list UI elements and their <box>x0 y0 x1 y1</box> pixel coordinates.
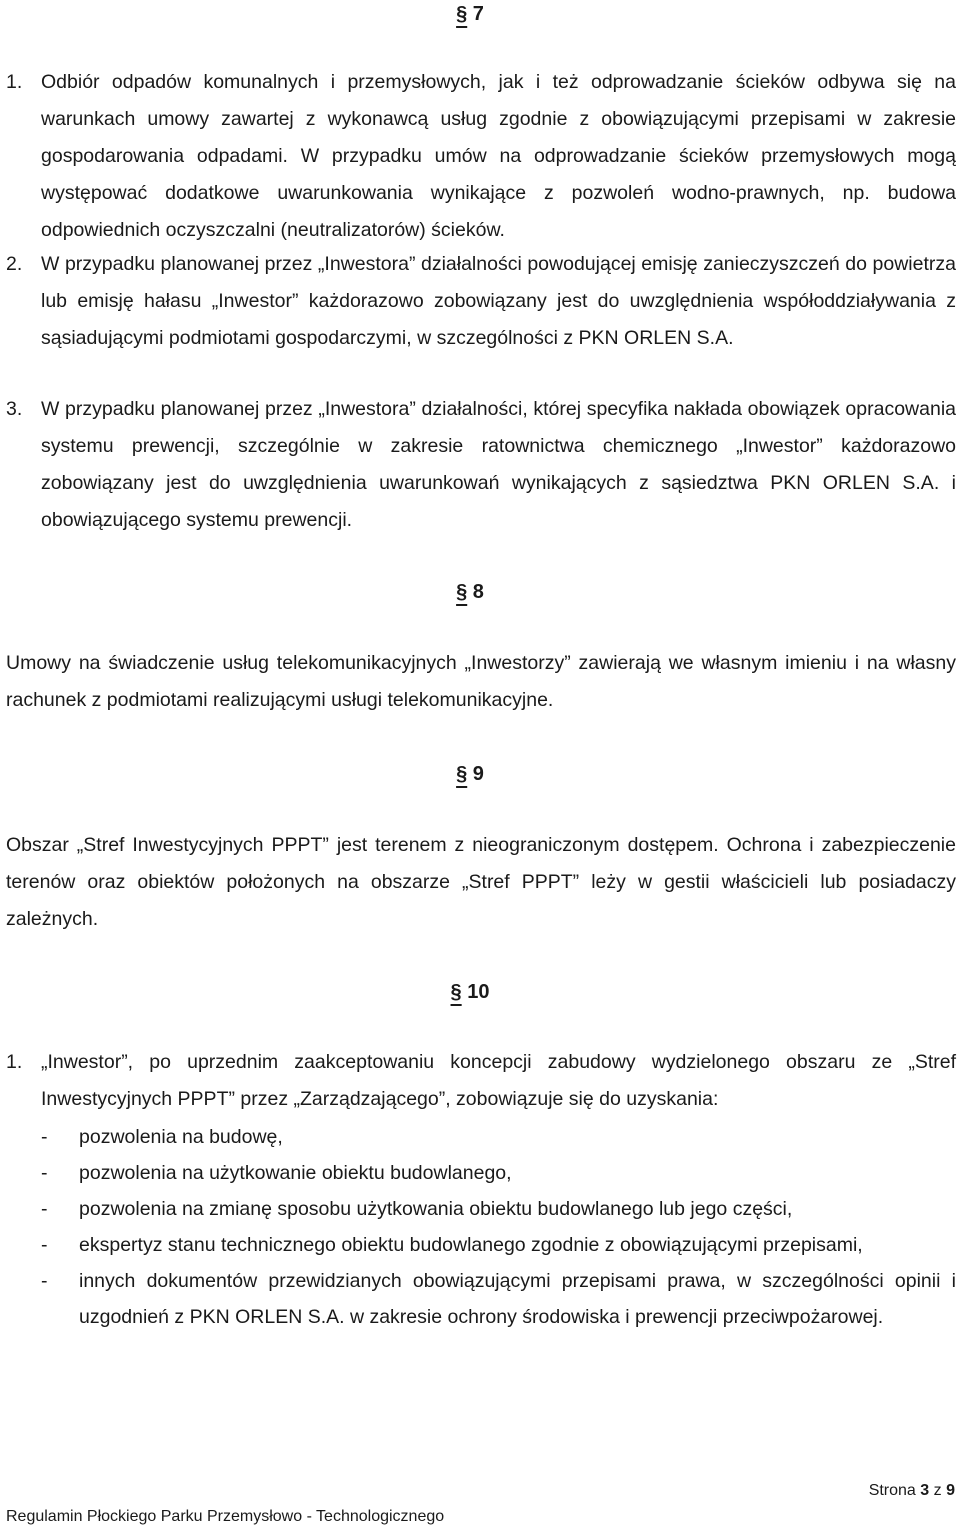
section-heading-9 <box>0 762 940 786</box>
section-symbol: § <box>456 3 468 25</box>
section-7-item-1 <box>6 64 956 249</box>
list-item <box>41 1263 956 1335</box>
list-item <box>41 1191 956 1227</box>
section-heading-7 <box>0 2 940 26</box>
section-7-item-3 <box>6 391 956 539</box>
section-number: 7 <box>472 3 484 25</box>
item-number: 2. <box>6 253 23 275</box>
item-number: 1. <box>6 71 23 93</box>
section-symbol: § <box>450 981 462 1003</box>
section-heading-10 <box>0 980 940 1004</box>
section-symbol: § <box>456 581 468 603</box>
list-item-text: pozwolenia na użytkowanie obiektu budowlanego, <box>79 1162 512 1184</box>
requirements-list <box>41 1119 956 1335</box>
item-text: W przypadku planowanej przez „Inwestora” działalności powodującej emisję zanieczyszczeń do powietrza lub emisję hałasu „Inwestor” każdorazowo zobowiązany jest do uwzględnienia współoddziaływania z sąsiadującymi podmiotami gospodarczymi, w szczególności z PKN ORLEN S.A. <box>41 253 956 349</box>
dash-bullet: - <box>41 1234 48 1256</box>
dash-bullet: - <box>41 1162 48 1184</box>
section-symbol: § <box>456 763 468 785</box>
page-current: 3 <box>920 1482 930 1499</box>
list-item-text: pozwolenia na budowę, <box>79 1126 283 1148</box>
page-number <box>869 1481 955 1501</box>
section-8-paragraph: Umowy na świadczenie usług telekomunikacyjnych „Inwestorzy” zawierają we własnym imieniu i na własny rachunek z podmiotami realizującymi usługi telekomunikacyjne. <box>6 652 956 711</box>
section-number: 10 <box>467 981 490 1003</box>
item-text: W przypadku planowanej przez „Inwestora” działalności, której specyfika nakłada obowiązek opracowania systemu prewencji, szczególnie w zakresie ratownictwa chemicznego „Inwestor” każdorazowo zobowiązany jest do uwzględnienia uwarunkowań wynikających z sąsiedztwa PKN ORLEN S.A. i obowiązującego systemu prewencji. <box>41 398 956 531</box>
item-text: Odbiór odpadów komunalnych i przemysłowych, jak i też odprowadzanie ścieków odbywa się na warunkach umowy zawartej z wykonawcą usług zgodnie z obowiązującymi przepisami w zakresie gospodarowania odpadami. W przypadku umów na odprowadzanie ścieków przemysłowych mogą występować dodatkowe uwarunkowania wynikające z pozwoleń wodno-prawnych, np. budowa odpowiednich oczyszczalni (neutralizatorów) ścieków. <box>41 71 956 241</box>
section-heading-8 <box>0 580 940 604</box>
page-total: 9 <box>946 1482 955 1499</box>
section-9-paragraph: Obszar „Stref Inwestycyjnych PPPT” jest terenem z nieograniczonym dostępem. Ochrona i zabezpieczenie terenów oraz obiektów położonych na obszarze „Stref PPPT” leży w gestii właścicieli lub posiadaczy zależnych. <box>6 834 956 930</box>
list-item <box>41 1119 956 1155</box>
section-number: 9 <box>472 763 484 785</box>
dash-bullet: - <box>41 1126 48 1148</box>
list-item <box>41 1227 956 1263</box>
list-item-text: pozwolenia na zmianę sposobu użytkowania obiektu budowlanego lub jego części, <box>79 1198 793 1220</box>
page-separator: z <box>933 1482 942 1499</box>
list-item-text: innych dokumentów przewidzianych obowiązującymi przepisami prawa, w szczególności opinii i uzgodnień z PKN ORLEN S.A. w zakresie ochrony środowiska i prewencji przeciwpożarowej. <box>79 1270 956 1328</box>
item-text: „Inwestor”, po uprzednim zaakceptowaniu koncepcji zabudowy wydzielonego obszaru ze „Stref Inwestycyjnych PPPT” przez „Zarządzającego”, zobowiązuje się do uzyskania: <box>41 1051 956 1110</box>
section-number: 8 <box>472 581 484 603</box>
item-number: 1. <box>6 1051 23 1073</box>
item-number: 3. <box>6 398 23 420</box>
section-7-item-2 <box>6 246 956 357</box>
section-10-item-1 <box>6 1044 956 1118</box>
list-item-text: ekspertyz stanu technicznego obiektu budowlanego zgodnie z obowiązującymi przepisami, <box>79 1234 863 1256</box>
dash-bullet: - <box>41 1198 48 1220</box>
page-label: Strona <box>868 1482 916 1499</box>
list-item <box>41 1155 956 1191</box>
document-footer-title: Regulamin Płockiego Parku Przemysłowo - Technologicznego <box>6 1508 445 1525</box>
dash-bullet: - <box>41 1270 48 1292</box>
